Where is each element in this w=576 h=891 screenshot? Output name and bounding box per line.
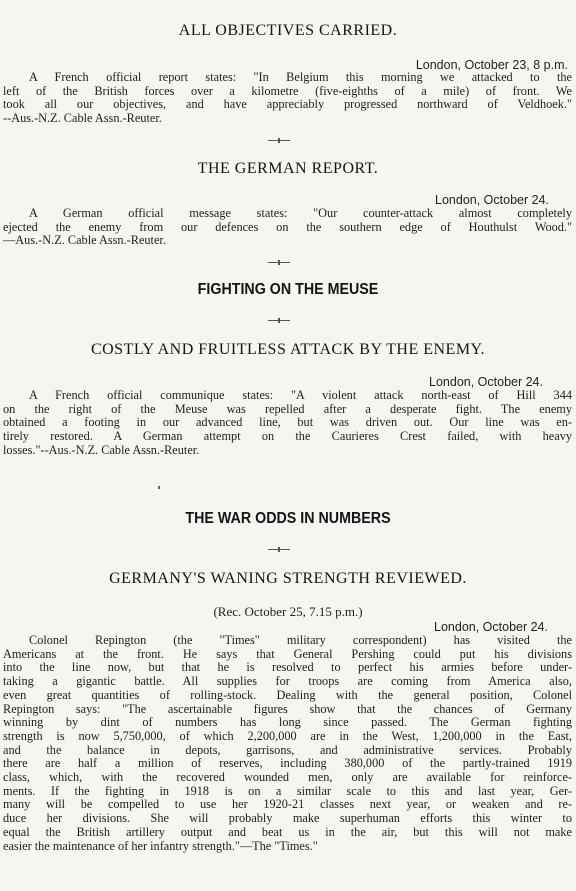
body-line: ejected the enemy from our defences on the southern edge of Houthulst Wood." [3,220,572,234]
section-divider [268,549,290,550]
article-subheadline: GERMANY'S WANING STRENGTH REVIEWED. [109,570,467,587]
section-divider [268,262,290,263]
body-line: many will be compelled to use her 1920-21 classes next year, or weaken and re- [3,798,572,812]
body-line: A German official message states: "Our counter-attack almost completely [29,207,572,220]
body-line: A French official report states: "In Belgium this morning we attacked to the [29,71,572,84]
article-dateline: London, October 23, 8 p.m. [415,58,568,72]
body-line: took all our objectives, and have appreciably progressed northward of Veldhoek." [3,98,572,112]
article-headline: THE GERMAN REPORT. [197,160,379,177]
body-line: into the line now, but that he is resolved to perfect his armies before under- [3,661,572,675]
body-line: --Aus.-N.Z. Cable Assn.-Reuter. [3,112,162,126]
body-line: ments. If the fighting in 1918 is on a similar scale to this and last year, Ger- [3,784,572,798]
article-dateline: London, October 24. [434,620,548,634]
body-line: winning by dint of numbers has long since passed. The German fighting [3,716,572,730]
section-divider [268,320,290,321]
body-line: Americans at the front. He says that General Pershing could put his divisions [3,647,572,661]
article-receipt-line: (Rec. October 25, 7.15 p.m.) [213,604,363,619]
section-divider [268,140,290,141]
body-line: obtained a footing in our advanced line, but was driven out. Our line was en- [3,416,572,430]
body-line: strength is now 5,750,000, of which 2,200,000 are in the West, 1,200,000 in the East, [3,729,572,743]
article-headline: ALL OBJECTIVES CARRIED. [178,22,398,39]
article-headline: FIGHTING ON THE MEUSE [197,281,379,298]
body-line: Repington says: "The ascertainable figures show that the chances of Germany [3,702,572,716]
body-line: easier the maintenance of her infantry strength."—The "Times." [3,839,318,853]
print-speck [158,486,160,489]
article-subheadline: COSTLY AND FRUITLESS ATTACK BY THE ENEMY. [90,341,486,358]
body-line: A French official communique states: "A violent attack north-east of Hill 344 [29,389,572,402]
body-line: equal the British artillery output and beat us in the air, but this will not make [3,825,572,839]
body-line: duce her divisions. She will probably make superhuman efforts this winter to [3,812,572,826]
article-body [3,389,572,458]
article-headline: THE WAR ODDS IN NUMBERS [185,510,391,527]
body-line: class, which, with the recovered wounded men, only are available for reinforce- [3,771,572,785]
body-line: losses."--Aus.-N.Z. Cable Assn.-Reuter. [3,443,200,457]
body-line: taking a gigantic battle. All supplies for troops are coming from America also, [3,675,572,689]
body-line: on the right of the Meuse was repelled after a desperate fight. The enemy [3,402,572,416]
body-line: —Aus.-N.Z. Cable Assn.-Reuter. [3,234,166,248]
body-line: Colonel Repington (the "Times" military correspondent) has visited the [29,634,572,647]
article-body [3,634,572,853]
article-body [3,71,572,126]
article-dateline: London, October 24. [429,375,543,389]
article-dateline: London, October 24. [435,193,549,207]
body-line: left of the British forces over a kilometre (five-eighths of a mile) of front. We [3,84,572,98]
article-body [3,207,572,248]
body-line: tirely restored. A German attempt on the Caurieres Crest failed, with heavy [3,430,572,444]
body-line: there are half a million of reserves, including 380,000 of the partly-trained 1919 [3,757,572,771]
body-line: even great quantities of rolling-stock. Dealing with the general position, Colonel [3,688,572,702]
body-line: and the balance in depots, garrisons, and administrative services. Probably [3,743,572,757]
